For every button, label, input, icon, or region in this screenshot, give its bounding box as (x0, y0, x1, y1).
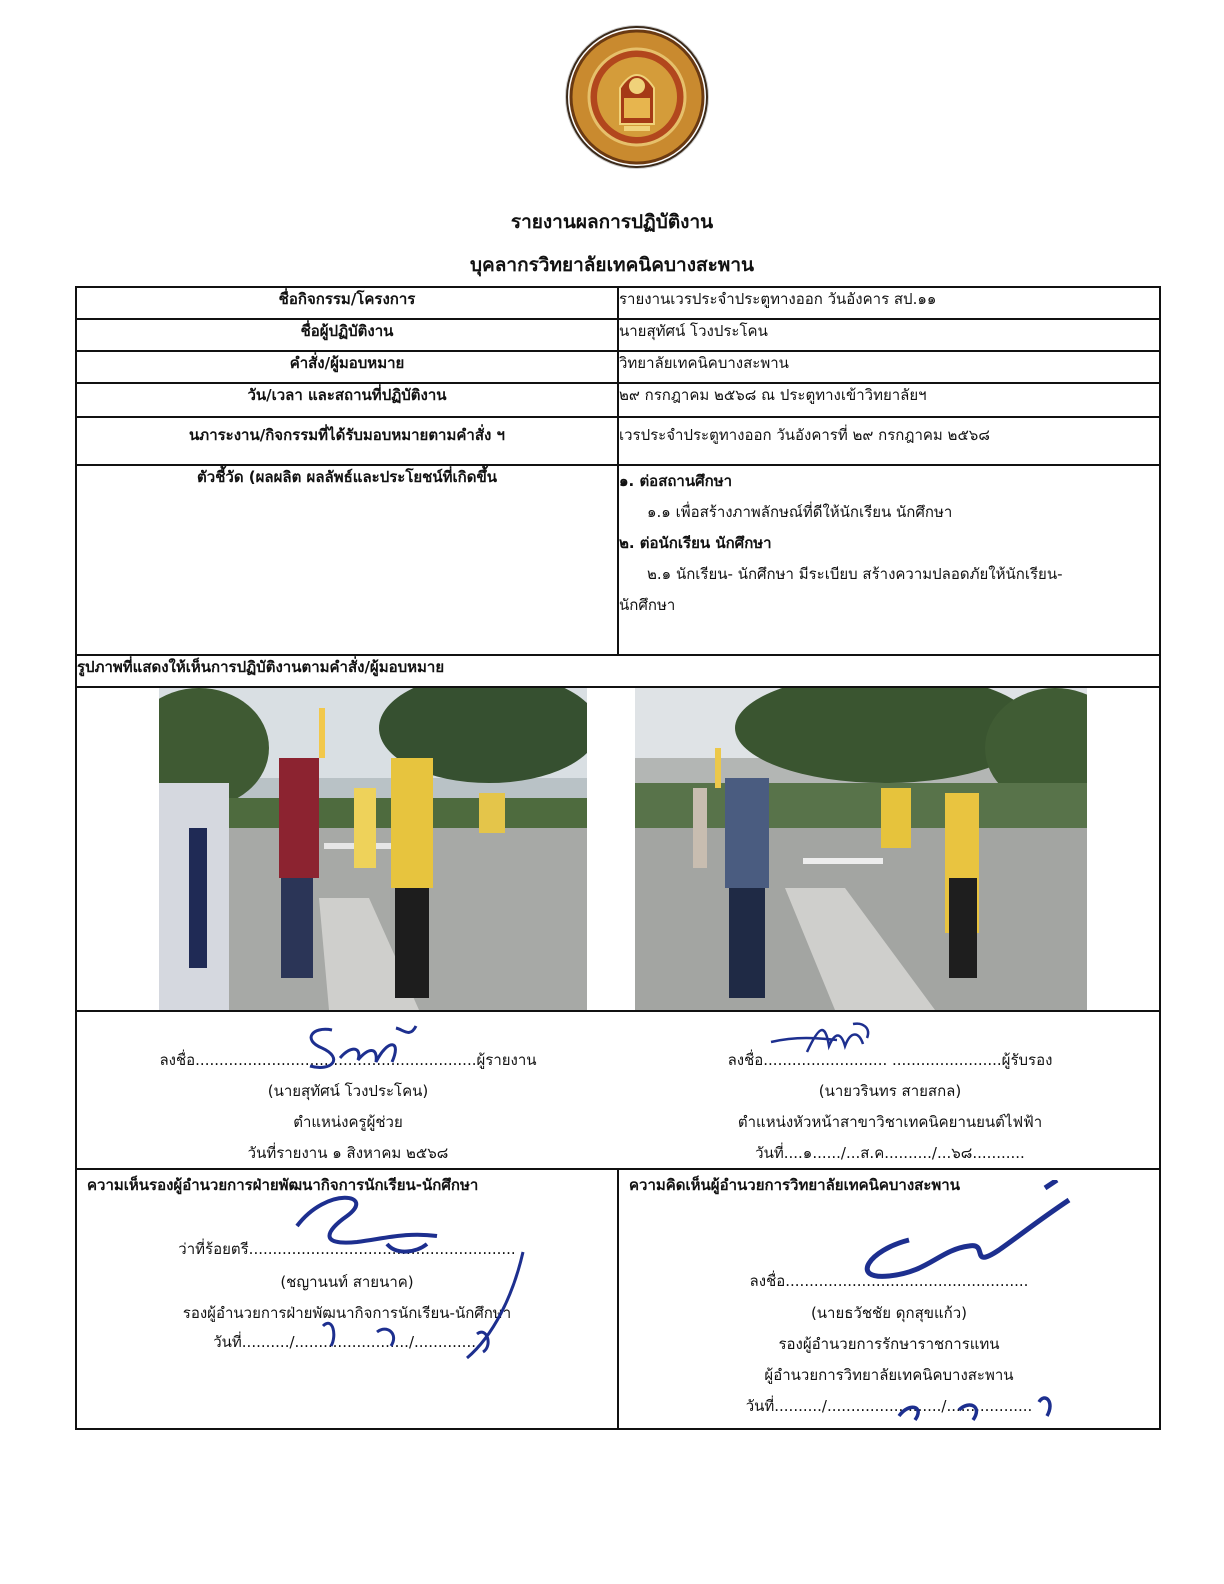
indicator-item-2-1: ๒.๑ นักเรียน- นักศึกษา มีระเบียบ สร้างความปลอดภัยให้นักเรียน- (647, 565, 1063, 583)
order-label: คำสั่ง/ผู้มอบหมาย (76, 351, 618, 383)
indicator-item-1-1: ๑.๑ เพื่อสร้างภาพลักษณ์ที่ดีให้นักเรียน นักศึกษา (647, 503, 953, 521)
certifier-date: วันที่....๑....../...ส.ค........../...๖๘........... (755, 1144, 1025, 1162)
reporter-name: (นายสุทัศน์ โวงประโคน) (267, 1082, 429, 1100)
task-value: เวรประจำประตูทางออก วันอังคารที่ ๒๙ กรกฎาคม ๒๕๖๘ (618, 417, 1160, 465)
certifier-position: ตำแหน่งหัวหน้าสาขาวิชาเทคนิคยานยนต์ไฟฟ้า (737, 1113, 1043, 1131)
deputy-date: วันที่........../......................../.............. (213, 1333, 481, 1351)
indicator-label: ตัวชี้วัด (ผลผลิต ผลลัพธ์และประโยชน์ที่เกิดขึ้น (76, 465, 618, 655)
date-place-label: วัน/เวลา และสถานที่ปฏิบัติงาน (76, 383, 618, 417)
indicator-list (618, 465, 1160, 655)
deputy-heading: ความเห็นรองผู้อำนวยการฝ่ายพัฒนากิจการนักเรียน-นักศึกษา (87, 1176, 479, 1194)
task-label: นภาระงาน/กิจกรรมที่ได้รับมอบหมายตามคำสั่ง ฯ (76, 417, 618, 465)
photos-cell (76, 687, 1160, 1011)
director-opinion-cell (618, 1169, 1160, 1429)
operator-label: ชื่อผู้ปฏิบัติงาน (76, 319, 618, 351)
indicator-heading-1: ๑. ต่อสถานศึกษา (619, 472, 733, 490)
indicator-item-2-1-cont: นักศึกษา (619, 596, 676, 614)
college-seal-logo (566, 26, 708, 168)
director-sign-line: ลงชื่อ................................................... (749, 1272, 1029, 1290)
director-position-1: รองผู้อำนวยการรักษาราชการแทน (778, 1335, 1000, 1353)
table-row (76, 465, 1160, 655)
reporter-date: วันที่รายงาน ๑ สิงหาคม ๒๕๖๘ (247, 1144, 449, 1162)
table-row (76, 383, 1160, 417)
table-row (76, 287, 1160, 319)
date-place-value: ๒๙ กรกฎาคม ๒๕๖๘ ณ ประตูทางเข้าวิทยาลัยฯ (618, 383, 1160, 417)
duty-photo-1 (159, 688, 587, 1010)
signatures-row (76, 1011, 1160, 1169)
deputy-opinion-cell (76, 1169, 618, 1429)
table-row (76, 417, 1160, 465)
photos-heading: รูปภาพที่แสดงให้เห็นการปฏิบัติงานตามคำสั่ง/ผู้มอบหมาย (76, 655, 1160, 687)
deputy-opinion-line: ว่าที่ร้อยตรี........................................................ (178, 1240, 516, 1258)
director-heading: ความคิดเห็นผู้อำนวยการวิทยาลัยเทคนิคบางสะพาน (629, 1176, 960, 1194)
activity-label: ชื่อกิจกรรม/โครงการ (76, 287, 618, 319)
director-name: (นายธวัชชัย ดุกสุขแก้ว) (810, 1304, 968, 1322)
report-table (75, 286, 1161, 1430)
table-row (76, 655, 1160, 687)
director-date: วันที่........../......................../.................. (745, 1397, 1033, 1415)
order-value: วิทยาลัยเทคนิคบางสะพาน (618, 351, 1160, 383)
certifier-sign-line: ลงชื่อ.......................... .......................ผู้รับรอง (727, 1051, 1053, 1069)
deputy-name: (ชญานนท์ สายนาค) (280, 1273, 414, 1291)
table-row (76, 1011, 1160, 1169)
table-row (76, 687, 1160, 1011)
table-row (76, 319, 1160, 351)
director-position-2: ผู้อำนวยการวิทยาลัยเทคนิคบางสะพาน (764, 1366, 1014, 1384)
activity-value: รายงานเวรประจำประตูทางออก วันอังคาร สป.๑๑ (618, 287, 1160, 319)
reporter-position: ตำแหน่งครูผู้ช่วย (293, 1113, 403, 1131)
report-subtitle: บุคลากรวิทยาลัยเทคนิคบางสะพาน (470, 254, 754, 276)
report-title: รายงานผลการปฏิบัติงาน (510, 211, 714, 233)
reporter-sign-line: ลงชื่อ...........................................................ผู้รายงาน (159, 1051, 537, 1069)
table-row (76, 351, 1160, 383)
certifier-name: (นายวรินทร สายสกล) (818, 1082, 962, 1100)
table-row (76, 1169, 1160, 1429)
operator-value: นายสุทัศน์ โวงประโคน (618, 319, 1160, 351)
deputy-position: รองผู้อำนวยการฝ่ายพัฒนากิจการนักเรียน-นักศึกษา (182, 1304, 512, 1322)
duty-photo-2 (635, 688, 1087, 1010)
indicator-heading-2: ๒. ต่อนักเรียน นักศึกษา (619, 534, 772, 552)
